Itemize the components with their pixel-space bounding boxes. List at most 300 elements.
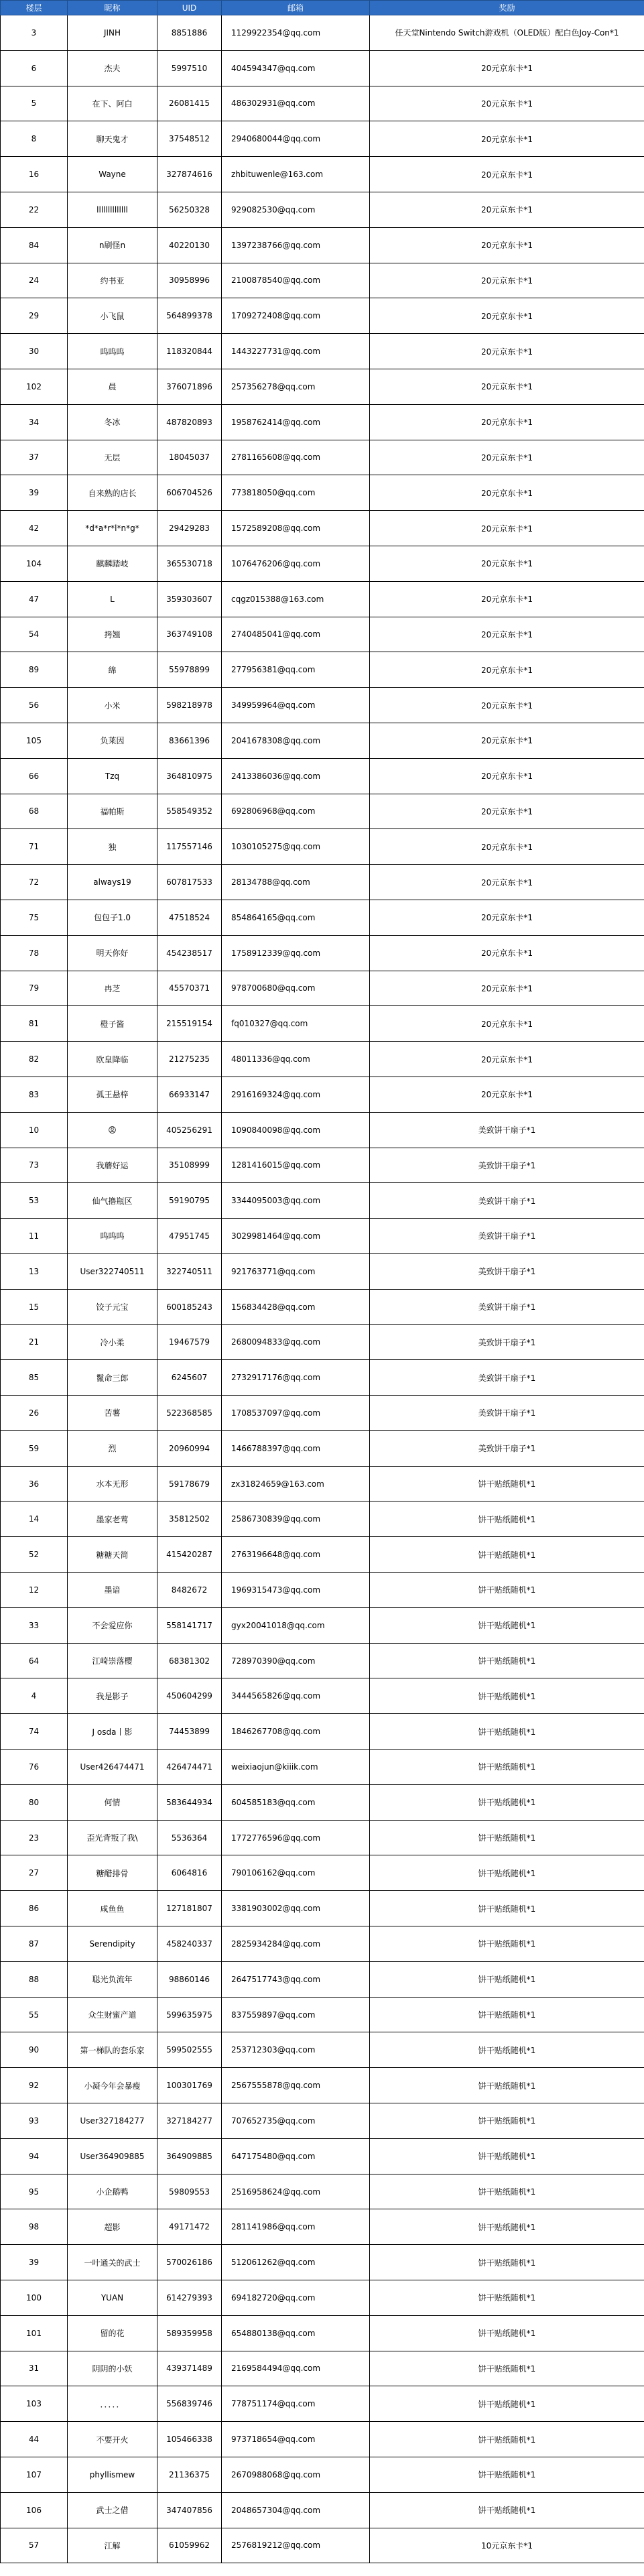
cell-uid: 322740511: [157, 1253, 222, 1289]
cell-uid: 365530718: [157, 546, 222, 581]
cell-reward: 20元京东卡*1: [370, 298, 644, 334]
header-email: 邮箱: [222, 1, 370, 15]
cell-uid: 598218978: [157, 688, 222, 723]
cell-floor: 92: [1, 2068, 68, 2103]
cell-reward: 饼干贴纸随机*1: [370, 1607, 644, 1643]
cell-email: 2916169324@qq.com: [222, 1077, 370, 1112]
table-row: [1, 1077, 644, 1112]
cell-email: 512061262@qq.com: [222, 2245, 370, 2280]
cell-email: zx31824659@163.com: [222, 1466, 370, 1501]
table-row: [1, 1573, 644, 1608]
cell-reward: 20元京东卡*1: [370, 263, 644, 298]
table-row: [1, 758, 644, 794]
cell-uid: 49171472: [157, 2209, 222, 2245]
cell-email: 1090840098@qq.com: [222, 1112, 370, 1148]
cell-email: 2567555878@qq.com: [222, 2068, 370, 2103]
cell-floor: 73: [1, 1148, 68, 1183]
cell-email: 1846267708@qq.com: [222, 1714, 370, 1750]
cell-floor: 21: [1, 1325, 68, 1360]
cell-uid: 347407856: [157, 2492, 222, 2528]
cell-floor: 100: [1, 2280, 68, 2316]
cell-reward: 饼干贴纸随机*1: [370, 1537, 644, 1573]
cell-floor: 16: [1, 157, 68, 192]
cell-floor: 90: [1, 2032, 68, 2068]
cell-uid: 364810975: [157, 758, 222, 794]
cell-uid: 47951745: [157, 1219, 222, 1254]
cell-floor: 75: [1, 900, 68, 935]
cell-floor: 11: [1, 1219, 68, 1254]
cell-nickname: 武士之借: [68, 2492, 157, 2528]
cell-email: 1572589208@qq.com: [222, 511, 370, 546]
cell-uid: 6064816: [157, 1855, 222, 1891]
table-row: [1, 1042, 644, 1077]
cell-reward: 20元京东卡*1: [370, 121, 644, 157]
cell-uid: 600185243: [157, 1289, 222, 1325]
cell-uid: 66933147: [157, 1077, 222, 1112]
cell-floor: 36: [1, 1466, 68, 1501]
cell-email: 2940680044@qq.com: [222, 121, 370, 157]
cell-nickname: 饺子元宝: [68, 1289, 157, 1325]
cell-nickname: 无层: [68, 440, 157, 475]
table-row: [1, 2422, 644, 2457]
cell-uid: 5997510: [157, 50, 222, 86]
cell-floor: 102: [1, 369, 68, 404]
cell-nickname: 小凝今年会暴瘦: [68, 2068, 157, 2103]
cell-reward: 20元京东卡*1: [370, 227, 644, 263]
table-header-row: [1, 1, 644, 15]
table-row: [1, 2032, 644, 2068]
cell-reward: 20元京东卡*1: [370, 617, 644, 652]
cell-email: 281141986@qq.com: [222, 2209, 370, 2245]
cell-reward: 饼干贴纸随机*1: [370, 2280, 644, 2316]
cell-uid: 426474471: [157, 1750, 222, 1785]
cell-floor: 23: [1, 1820, 68, 1855]
cell-reward: 饼干贴纸随机*1: [370, 1643, 644, 1678]
cell-uid: 589359958: [157, 2315, 222, 2351]
header-reward: 奖励: [370, 1, 644, 15]
table-row: [1, 829, 644, 865]
cell-email: 2763196648@qq.com: [222, 1537, 370, 1573]
cell-nickname: 孤王悬梓: [68, 1077, 157, 1112]
cell-reward: 饼干贴纸随机*1: [370, 2351, 644, 2386]
table-row: [1, 334, 644, 369]
header-nickname: 昵称: [68, 1, 157, 15]
cell-uid: 454238517: [157, 935, 222, 971]
cell-email: 1708537097@qq.com: [222, 1396, 370, 1431]
table-row: [1, 2209, 644, 2245]
cell-uid: 35108999: [157, 1148, 222, 1183]
cell-uid: 599635975: [157, 1997, 222, 2032]
cell-nickname: User327184277: [68, 2103, 157, 2139]
table-row: [1, 192, 644, 227]
cell-floor: 79: [1, 971, 68, 1006]
cell-nickname: llllllllllllll: [68, 192, 157, 227]
cell-email: 2732917176@qq.com: [222, 1360, 370, 1396]
cell-floor: 93: [1, 2103, 68, 2139]
cell-nickname: 不会爱应你: [68, 1607, 157, 1643]
cell-nickname: 冷小柔: [68, 1325, 157, 1360]
cell-email: 349959964@qq.com: [222, 688, 370, 723]
cell-email: 48011336@qq.com: [222, 1042, 370, 1077]
cell-nickname: 第一梯队的套乐家: [68, 2032, 157, 2068]
cell-floor: 87: [1, 1926, 68, 1962]
cell-nickname: 冬冰: [68, 404, 157, 440]
cell-uid: 29429283: [157, 511, 222, 546]
cell-email: 973718654@qq.com: [222, 2422, 370, 2457]
cell-reward: 饼干贴纸随机*1: [370, 1997, 644, 2032]
cell-reward: 美致饼干扇子*1: [370, 1360, 644, 1396]
cell-reward: 美致饼干扇子*1: [370, 1183, 644, 1219]
table-row: [1, 440, 644, 475]
cell-floor: 59: [1, 1430, 68, 1466]
cell-floor: 106: [1, 2492, 68, 2528]
cell-uid: 607817533: [157, 865, 222, 900]
table-row: [1, 298, 644, 334]
cell-reward: 任天堂Nintendo Switch游戏机（OLED版）配白色Joy-Con*1: [370, 15, 644, 51]
table-row: [1, 935, 644, 971]
cell-reward: 饼干贴纸随机*1: [370, 1784, 644, 1820]
cell-reward: 美致饼干扇子*1: [370, 1148, 644, 1183]
cell-reward: 饼干贴纸随机*1: [370, 2245, 644, 2280]
table-row: [1, 1750, 644, 1785]
cell-nickname: Wayne: [68, 157, 157, 192]
cell-floor: 89: [1, 652, 68, 688]
cell-floor: 14: [1, 1501, 68, 1537]
cell-nickname: 约书亚: [68, 263, 157, 298]
cell-nickname: *d*a*r*l*n*g*: [68, 511, 157, 546]
table-row: [1, 1466, 644, 1501]
cell-reward: 20元京东卡*1: [370, 334, 644, 369]
cell-floor: 47: [1, 581, 68, 617]
cell-email: 707652735@qq.com: [222, 2103, 370, 2139]
cell-reward: 饼干贴纸随机*1: [370, 1855, 644, 1891]
cell-email: 3444565826@qq.com: [222, 1678, 370, 1714]
table-row: [1, 1148, 644, 1183]
table-row: [1, 1678, 644, 1714]
cell-reward: 20元京东卡*1: [370, 723, 644, 758]
cell-reward: 10元京东卡*1: [370, 2528, 644, 2563]
cell-email: 654880138@qq.com: [222, 2315, 370, 2351]
table-row: [1, 1289, 644, 1325]
cell-email: 790106162@qq.com: [222, 1855, 370, 1891]
cell-floor: 76: [1, 1750, 68, 1785]
cell-nickname: 晨: [68, 369, 157, 404]
table-row: [1, 1325, 644, 1360]
cell-uid: 118320844: [157, 334, 222, 369]
cell-uid: 35812502: [157, 1501, 222, 1537]
table-row: [1, 2457, 644, 2492]
table-row: [1, 1961, 644, 1997]
cell-email: 2670988068@qq.com: [222, 2457, 370, 2492]
cell-email: 2586730839@qq.com: [222, 1501, 370, 1537]
cell-reward: 饼干贴纸随机*1: [370, 2032, 644, 2068]
cell-floor: 105: [1, 723, 68, 758]
table-row: [1, 723, 644, 758]
cell-nickname: 杰夫: [68, 50, 157, 86]
cell-floor: 82: [1, 1042, 68, 1077]
cell-reward: 饼干贴纸随机*1: [370, 1891, 644, 1926]
cell-floor: 26: [1, 1396, 68, 1431]
cell-reward: 饼干贴纸随机*1: [370, 2103, 644, 2139]
cell-nickname: L: [68, 581, 157, 617]
table-row: [1, 404, 644, 440]
cell-email: weixiaojun@kiiik.com: [222, 1750, 370, 1785]
cell-nickname: ．．．．．: [68, 2386, 157, 2422]
table-row: [1, 1360, 644, 1396]
cell-nickname: 众生财蜜产道: [68, 1997, 157, 2032]
table-row: [1, 157, 644, 192]
cell-email: 253712303@qq.com: [222, 2032, 370, 2068]
table-row: [1, 1643, 644, 1678]
cell-email: 2100878540@qq.com: [222, 263, 370, 298]
cell-floor: 56: [1, 688, 68, 723]
cell-reward: 20元京东卡*1: [370, 1042, 644, 1077]
cell-reward: 饼干贴纸随机*1: [370, 1678, 644, 1714]
cell-email: 2048657304@qq.com: [222, 2492, 370, 2528]
cell-floor: 10: [1, 1112, 68, 1148]
cell-nickname: 福帕斯: [68, 794, 157, 829]
cell-floor: 31: [1, 2351, 68, 2386]
cell-nickname: Tzq: [68, 758, 157, 794]
cell-reward: 20元京东卡*1: [370, 900, 644, 935]
cell-uid: 20960994: [157, 1430, 222, 1466]
cell-nickname: 呜呜呜: [68, 1219, 157, 1254]
table-row: [1, 971, 644, 1006]
cell-uid: 522368585: [157, 1396, 222, 1431]
cell-uid: 56250328: [157, 192, 222, 227]
table-row: [1, 2138, 644, 2174]
cell-nickname: 我蘑好运: [68, 1148, 157, 1183]
cell-reward: 饼干贴纸随机*1: [370, 1466, 644, 1501]
cell-uid: 55978899: [157, 652, 222, 688]
cell-nickname: 水本无形: [68, 1466, 157, 1501]
cell-nickname: 超影: [68, 2209, 157, 2245]
cell-uid: 458240337: [157, 1926, 222, 1962]
cell-email: fq010327@qq.com: [222, 1006, 370, 1042]
cell-reward: 20元京东卡*1: [370, 758, 644, 794]
cell-floor: 55: [1, 1997, 68, 2032]
cell-reward: 20元京东卡*1: [370, 86, 644, 121]
cell-nickname: 小企鹅鸭: [68, 2174, 157, 2209]
cell-nickname: 我是影子: [68, 1678, 157, 1714]
table-row: [1, 227, 644, 263]
cell-floor: 71: [1, 829, 68, 865]
cell-nickname: 江解: [68, 2528, 157, 2563]
cell-reward: 饼干贴纸随机*1: [370, 2068, 644, 2103]
cell-uid: 45570371: [157, 971, 222, 1006]
cell-floor: 39: [1, 2245, 68, 2280]
cell-email: 3029981464@qq.com: [222, 1219, 370, 1254]
cell-reward: 美致饼干扇子*1: [370, 1112, 644, 1148]
cell-floor: 54: [1, 617, 68, 652]
table-row: [1, 263, 644, 298]
cell-reward: 饼干贴纸随机*1: [370, 2386, 644, 2422]
table-row: [1, 1607, 644, 1643]
cell-uid: 376071896: [157, 369, 222, 404]
header-uid: UID: [157, 1, 222, 15]
cell-email: 2041678308@qq.com: [222, 723, 370, 758]
table-row: [1, 1714, 644, 1750]
cell-floor: 29: [1, 298, 68, 334]
cell-nickname: 不要开火: [68, 2422, 157, 2457]
cell-nickname: User426474471: [68, 1750, 157, 1785]
cell-reward: 饼干贴纸随机*1: [370, 1501, 644, 1537]
cell-uid: 359303607: [157, 581, 222, 617]
cell-floor: 80: [1, 1784, 68, 1820]
cell-uid: 37548512: [157, 121, 222, 157]
cell-email: 3381903002@qq.com: [222, 1891, 370, 1926]
cell-email: cqgz015388@163.com: [222, 581, 370, 617]
cell-floor: 24: [1, 263, 68, 298]
cell-floor: 34: [1, 404, 68, 440]
cell-email: 1397238766@qq.com: [222, 227, 370, 263]
cell-uid: 59190795: [157, 1183, 222, 1219]
cell-nickname: 墨家老莺: [68, 1501, 157, 1537]
cell-floor: 98: [1, 2209, 68, 2245]
cell-floor: 81: [1, 1006, 68, 1042]
cell-nickname: 何情: [68, 1784, 157, 1820]
cell-floor: 52: [1, 1537, 68, 1573]
table-row: [1, 1891, 644, 1926]
cell-uid: 98860146: [157, 1961, 222, 1997]
table-row: [1, 1501, 644, 1537]
cell-uid: 606704526: [157, 475, 222, 511]
cell-uid: 40220130: [157, 227, 222, 263]
cell-email: 1466788397@qq.com: [222, 1430, 370, 1466]
cell-uid: 18045037: [157, 440, 222, 475]
table-row: [1, 2103, 644, 2139]
cell-nickname: 墨谙: [68, 1573, 157, 1608]
cell-email: 1030105275@qq.com: [222, 829, 370, 865]
cell-floor: 30: [1, 334, 68, 369]
cell-floor: 101: [1, 2315, 68, 2351]
cell-reward: 20元京东卡*1: [370, 581, 644, 617]
cell-uid: 415420287: [157, 1537, 222, 1573]
cell-uid: 59809553: [157, 2174, 222, 2209]
cell-nickname: 糖糖天简: [68, 1537, 157, 1573]
cell-email: 773818050@qq.com: [222, 475, 370, 511]
cell-uid: 19467579: [157, 1325, 222, 1360]
cell-email: 1709272408@qq.com: [222, 298, 370, 334]
cell-reward: 20元京东卡*1: [370, 829, 644, 865]
cell-nickname: 欧皇降临: [68, 1042, 157, 1077]
table-row: [1, 1855, 644, 1891]
cell-uid: 21275235: [157, 1042, 222, 1077]
cell-uid: 558549352: [157, 794, 222, 829]
table-row: [1, 1537, 644, 1573]
cell-reward: 饼干贴纸随机*1: [370, 2422, 644, 2457]
cell-uid: 47518524: [157, 900, 222, 935]
cell-reward: 美致饼干扇子*1: [370, 1396, 644, 1431]
cell-floor: 68: [1, 794, 68, 829]
table-row: [1, 1253, 644, 1289]
table-row: [1, 2315, 644, 2351]
cell-email: 3344095003@qq.com: [222, 1183, 370, 1219]
table-row: [1, 1784, 644, 1820]
table-row: [1, 2245, 644, 2280]
table-row: [1, 865, 644, 900]
cell-email: 647175480@qq.com: [222, 2138, 370, 2174]
cell-uid: 558141717: [157, 1607, 222, 1643]
cell-nickname: 明天你好: [68, 935, 157, 971]
cell-nickname: 小米: [68, 688, 157, 723]
table-row: [1, 2492, 644, 2528]
cell-nickname: 阴阴的小妖: [68, 2351, 157, 2386]
table-row: [1, 1006, 644, 1042]
cell-floor: 5: [1, 86, 68, 121]
table-row: [1, 2174, 644, 2209]
cell-nickname: 在下、阿白: [68, 86, 157, 121]
cell-floor: 107: [1, 2457, 68, 2492]
cell-email: gyx20041018@qq.com: [222, 1607, 370, 1643]
cell-email: 1758912339@qq.com: [222, 935, 370, 971]
cell-email: 854864165@qq.com: [222, 900, 370, 935]
cell-nickname: 包包子1.0: [68, 900, 157, 935]
cell-reward: 20元京东卡*1: [370, 511, 644, 546]
cell-nickname: 麒麟踏岐: [68, 546, 157, 581]
cell-nickname: 独: [68, 829, 157, 865]
table-row: [1, 688, 644, 723]
table-row: [1, 652, 644, 688]
cell-email: zhbituwenle@163.com: [222, 157, 370, 192]
cell-email: 604585183@qq.com: [222, 1784, 370, 1820]
cell-reward: 饼干贴纸随机*1: [370, 1714, 644, 1750]
table-row: [1, 2528, 644, 2563]
cell-email: 277956381@qq.com: [222, 652, 370, 688]
cell-floor: 42: [1, 511, 68, 546]
cell-email: 2825934284@qq.com: [222, 1926, 370, 1962]
table-row: [1, 369, 644, 404]
cell-reward: 20元京东卡*1: [370, 157, 644, 192]
cell-floor: 44: [1, 2422, 68, 2457]
cell-floor: 27: [1, 1855, 68, 1891]
cell-email: 1958762414@qq.com: [222, 404, 370, 440]
cell-nickname: 橙子酱: [68, 1006, 157, 1042]
cell-nickname: 自来熟的店长: [68, 475, 157, 511]
cell-nickname: 聪光负流年: [68, 1961, 157, 1997]
cell-reward: 20元京东卡*1: [370, 404, 644, 440]
cell-floor: 6: [1, 50, 68, 86]
cell-floor: 84: [1, 227, 68, 263]
header-floor: 楼层: [1, 1, 68, 15]
cell-reward: 饼干贴纸随机*1: [370, 2138, 644, 2174]
table-row: [1, 1219, 644, 1254]
table-row: [1, 794, 644, 829]
cell-floor: 39: [1, 475, 68, 511]
cell-uid: 6245607: [157, 1360, 222, 1396]
cell-email: 257356278@qq.com: [222, 369, 370, 404]
table-row: [1, 1997, 644, 2032]
cell-floor: 72: [1, 865, 68, 900]
cell-floor: 13: [1, 1253, 68, 1289]
cell-nickname: 留的花: [68, 2315, 157, 2351]
cell-uid: 8482672: [157, 1573, 222, 1608]
cell-floor: 83: [1, 1077, 68, 1112]
cell-email: 28134788@qq.com: [222, 865, 370, 900]
cell-reward: 美致饼干扇子*1: [370, 1253, 644, 1289]
cell-floor: 78: [1, 935, 68, 971]
cell-floor: 94: [1, 2138, 68, 2174]
cell-email: 2516958624@qq.com: [222, 2174, 370, 2209]
cell-uid: 117557146: [157, 829, 222, 865]
cell-reward: 20元京东卡*1: [370, 688, 644, 723]
cell-uid: 599502555: [157, 2032, 222, 2068]
cell-nickname: 咸鱼鱼: [68, 1891, 157, 1926]
cell-reward: 饼干贴纸随机*1: [370, 2209, 644, 2245]
cell-reward: 饼干贴纸随机*1: [370, 2174, 644, 2209]
table-row: [1, 546, 644, 581]
cell-floor: 4: [1, 1678, 68, 1714]
